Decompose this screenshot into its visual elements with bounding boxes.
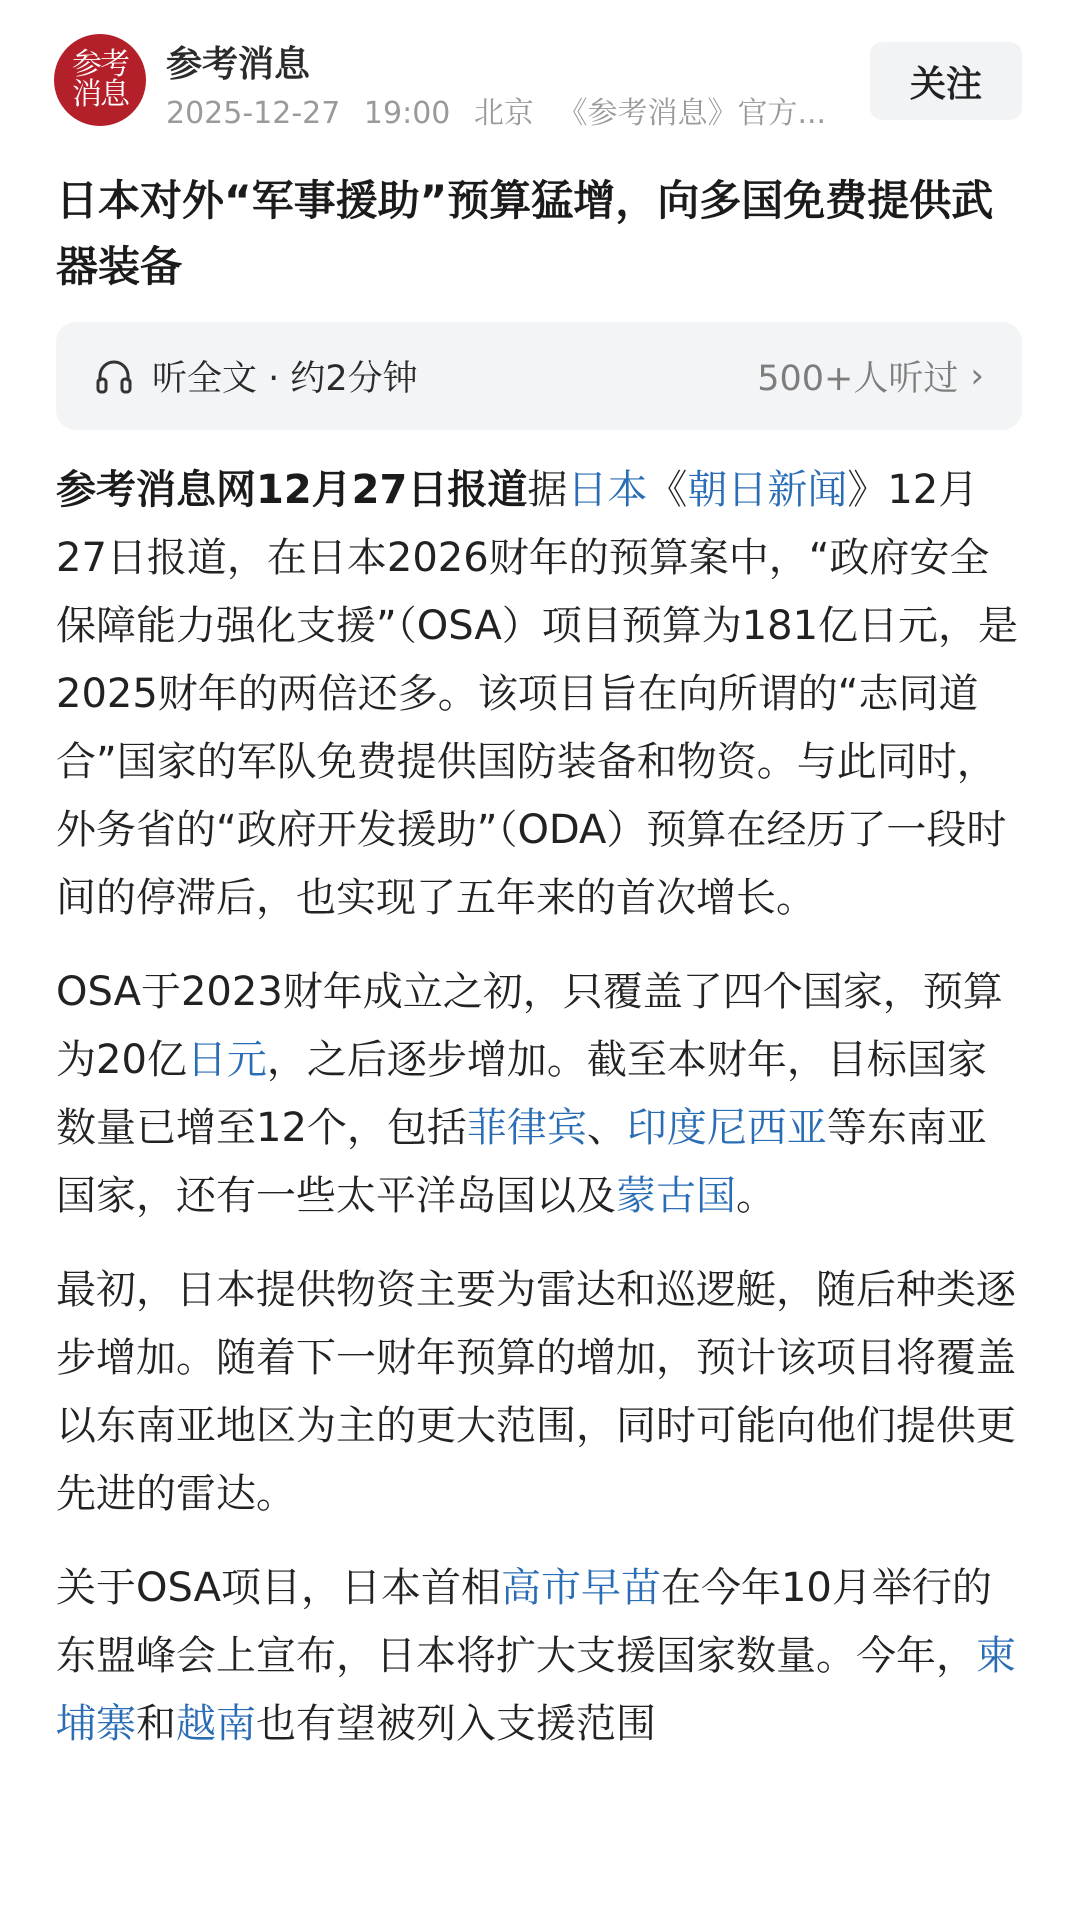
text-span: 。 (736, 1173, 776, 1219)
text-span: ，之后逐步增加。截至本财年，目标国家数量已增至12个，包括 (56, 1037, 987, 1151)
text-span: 也有望被列入支援范围 (256, 1701, 656, 1747)
page-title: 日本对外“军事援助”预算猛增，向多国免费提供武器装备 (56, 176, 994, 291)
paragraph-3 (56, 1256, 1026, 1528)
paragraph-4 (56, 1554, 1026, 1758)
text-span: 》12月27日报道，在日本2026财年的预算案中，“政府安全保障能力强化支援”（OSA）项目预算为181亿日元，是2025财年的两倍还多。该项目旨在向所谓的“志同道合”国家的军队免费提供国防装备和物资。与此同时，外务省的“政府开发援助”（ODA）预算在经历了一段时间的停滞后，也实现了五年来的首次增长。 (56, 467, 1019, 921)
link-yen[interactable]: 日元 (186, 1037, 267, 1083)
link-takaichi-sanae[interactable]: 高市早苗 (500, 1565, 661, 1611)
chevron-right-icon: › (970, 356, 984, 396)
paragraph-1 (56, 456, 1026, 932)
paragraph-2 (56, 958, 1026, 1230)
article-body (56, 456, 1026, 1784)
text-span: 和 (136, 1701, 176, 1747)
listen-count: 500+人听过 (757, 359, 959, 399)
link-vietnam[interactable]: 越南 (176, 1701, 256, 1747)
listen-label: 听全文 · 约2分钟 (152, 359, 418, 399)
text-span: 《 (647, 467, 688, 513)
link-mongolia[interactable]: 蒙古国 (616, 1173, 736, 1219)
text-span: 等东南亚国家，还有一些太平洋岛国以及 (56, 1105, 987, 1219)
link-cambodia[interactable]: 柬埔寨 (56, 1633, 1016, 1747)
link-philippines[interactable]: 菲律宾 (466, 1105, 587, 1151)
link-asahi-shimbun[interactable]: 朝日新闻 (687, 467, 848, 513)
text-span: 关于OSA项目，日本首相 (56, 1565, 501, 1611)
link-japan[interactable]: 日本 (567, 467, 648, 513)
dateline: 参考消息网12月27日报道 (56, 467, 528, 513)
text-span: 、 (586, 1105, 627, 1151)
headphone-icon (94, 356, 134, 396)
post-date: 2025-12-27 (166, 96, 341, 131)
link-indonesia[interactable]: 印度尼西亚 (626, 1105, 827, 1151)
follow-button[interactable]: 关注 (870, 42, 1022, 120)
article-header (0, 0, 1080, 150)
avatar-text: 参考消息 (72, 47, 128, 112)
account-name[interactable]: 参考消息 (166, 44, 311, 85)
post-location: 北京 (473, 96, 534, 131)
post-source: 《参考消息》官方... (557, 96, 827, 131)
text-span: 在今年10月举行的东盟峰会上宣布，日本将扩大支援国家数量。今年， (56, 1565, 992, 1679)
text-span: 最初，日本提供物资主要为雷达和巡逻艇，随后种类逐步增加。随着下一财年预算的增加，预计该项目将覆盖以东南亚地区为主的更大范围，同时可能向他们提供更先进的雷达。 (56, 1267, 1016, 1517)
text-span: OSA于2023财年成立之初，只覆盖了四个国家，预算为20亿 (56, 969, 1003, 1083)
avatar[interactable] (54, 34, 146, 126)
listen-full-text-bar[interactable] (56, 322, 1022, 430)
post-time: 19:00 (363, 96, 451, 131)
post-meta (166, 88, 846, 132)
text-span: 据 (527, 467, 568, 513)
